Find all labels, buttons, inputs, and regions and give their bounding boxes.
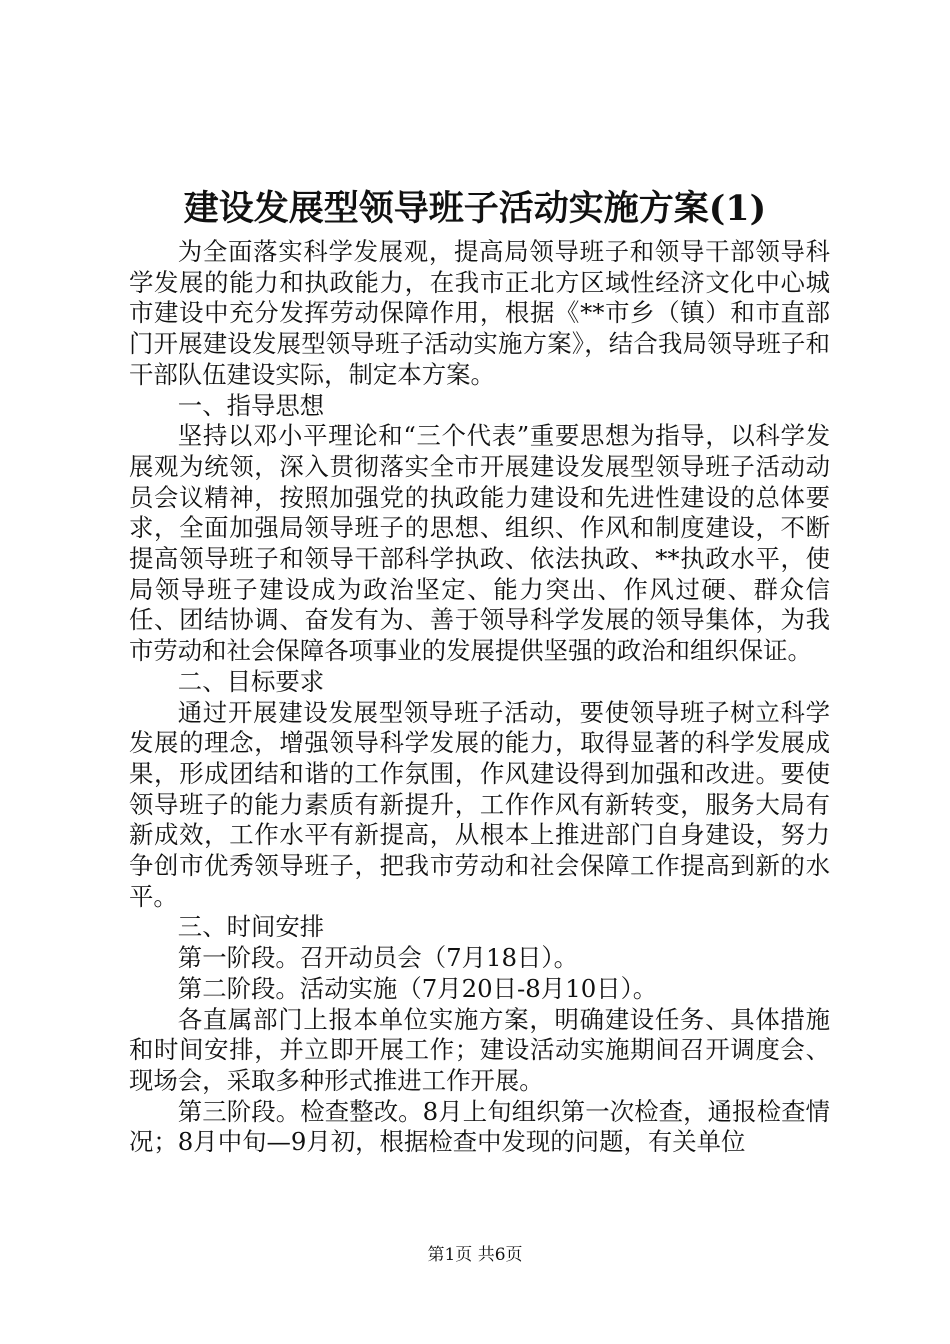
page-footer — [0, 1244, 950, 1266]
paragraph-guiding-thought: 坚持以邓小平理论和“三个代表”重要思想为指导，以科学发展观为统领，深入贯彻落实全市开展建设发展型领导班子活动动员会议精神，按照加强党的执政能力建设和先进性建设的总体要求，全面加强局领导班子的思想、组织、作风和制度建设，不断提高领导班子和领导干部科学执政、依法执政、**执政水平，使局领导班子建设成为政治坚定、能力突出、作风过硬、群众信任、团结协调、奋发有为、善于领导科学发展的领导集体，为我市劳动和社会保障各项事业的发展提供坚强的政治和组织保证。 — [129, 421, 830, 666]
schedule-stage-one: 第一阶段。召开动员会（7月18日）。 — [177, 943, 579, 973]
document-title: 建设发展型领导班子活动实施方案(1) — [183, 188, 767, 229]
schedule-stage-two: 第二阶段。活动实施（7月20日-8月10日）。 — [177, 973, 658, 1003]
paragraph-stage-two-detail: 各直属部门上报本单位实施方案，明确建设任务、具体措施和时间安排，并立即开展工作；建设活动实施期间召开调度会、现场会，采取多种形式推进工作开展。 — [129, 1004, 830, 1095]
section-heading-schedule: 三、时间安排 — [177, 912, 325, 942]
section-heading-goals: 二、目标要求 — [177, 666, 325, 696]
paragraph-stage-three: 第三阶段。检查整改。8月上旬组织第一次检查，通报检查情况；8月中旬—9月初，根据检查中发现的问题，有关单位 — [129, 1096, 830, 1157]
document-body — [129, 237, 830, 1158]
page-indicator: 第1页 共6页 — [427, 1245, 523, 1265]
paragraph-goals: 通过开展建设发展型领导班子活动，要使领导班子树立科学发展的理念，增强领导科学发展的能力，取得显著的科学发展成果，形成团结和谐的工作氛围，作风建设得到加强和改进。要使领导班子的能力素质有新提升，工作作风有新转变，服务大局有新成效，工作水平有新提高，从根本上推进部门自身建设，努力争创市优秀领导班子，把我市劳动和社会保障工作提高到新的水平。 — [129, 697, 830, 911]
paragraph-intro: 为全面落实科学发展观，提高局领导班子和领导干部领导科学发展的能力和执政能力，在我市正北方区域性经济文化中心城市建设中充分发挥劳动保障作用，根据《**市乡（镇）和市直部门开展建设发展型领导班子活动实施方案》，结合我局领导班子和干部队伍建设实际，制定本方案。 — [129, 237, 830, 389]
section-heading-guiding-thought: 一、指导思想 — [177, 390, 325, 420]
